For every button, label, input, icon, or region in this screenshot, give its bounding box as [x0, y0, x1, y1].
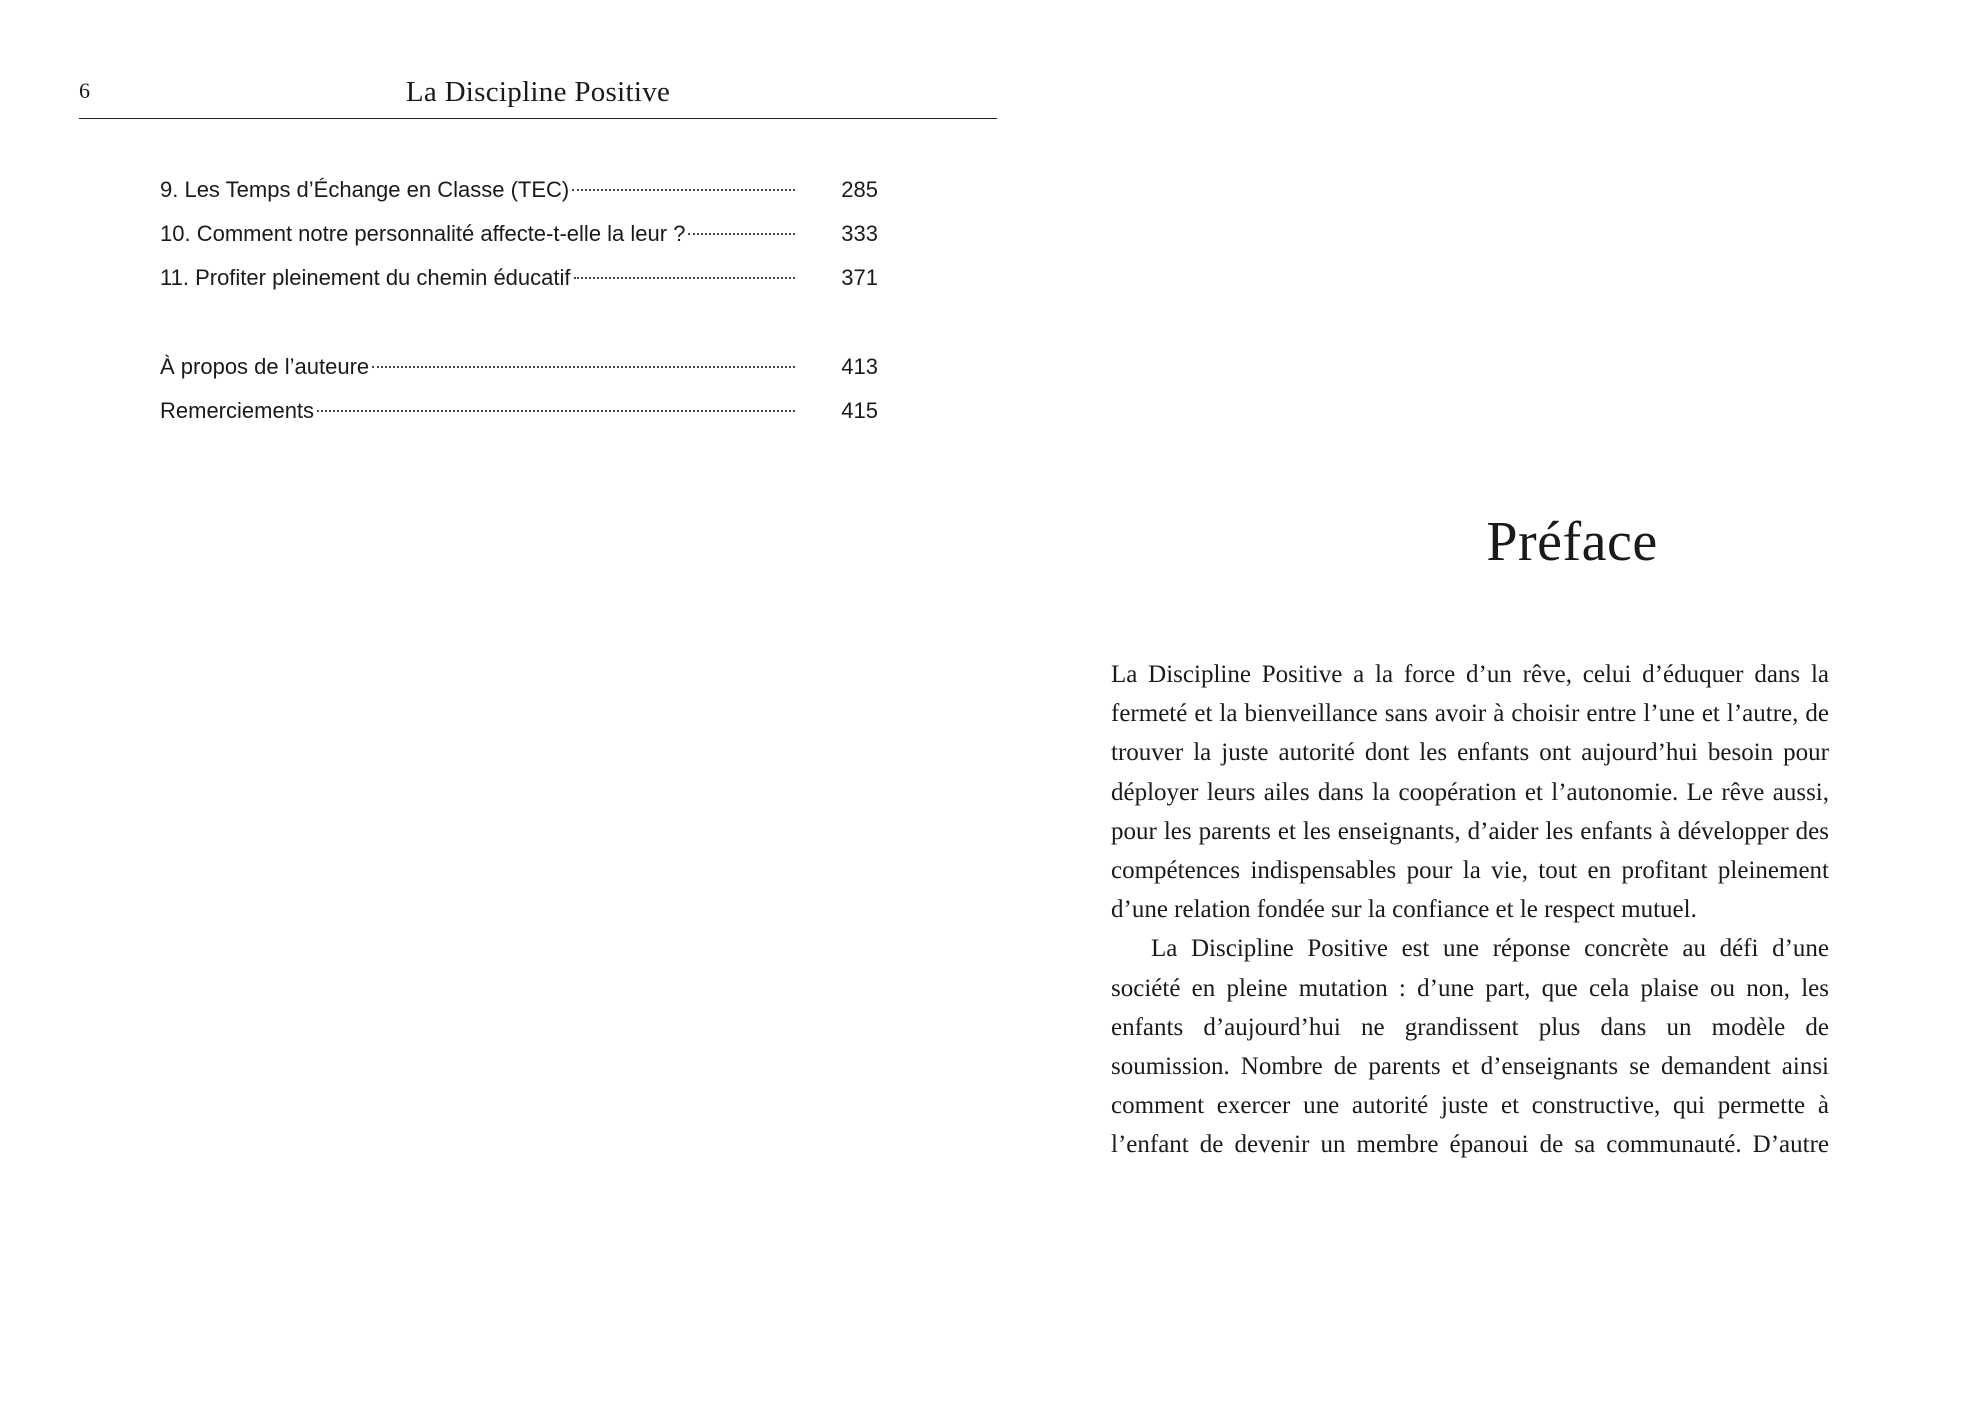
preface-body — [1111, 655, 1829, 1165]
dot-leader — [572, 187, 795, 191]
dot-leader — [317, 408, 795, 412]
preface-heading: Préface — [1486, 511, 1658, 573]
preface-paragraph: La Discipline Positive est une réponse concrète au défi d’une société en pleine mutation : d’une part, que cela plaise ou non, les enfants d’aujourd’hui ne grandissent plus dans un modèle de soumission. Nombre de parents et d’enseignants se demandent ainsi comment exercer une autorité juste et constructive, qui permette à l’enfant de devenir un membre épanoui de sa communauté. D’autre — [1111, 935, 1829, 1159]
toc-entry — [160, 256, 878, 300]
toc-entry-title: 11. Profiter pleinement du chemin éducatif — [160, 265, 571, 290]
running-title: La Discipline Positive — [405, 76, 671, 108]
toc-entry — [160, 168, 878, 212]
toc-entry — [160, 345, 878, 389]
toc-entry-page: 285 — [841, 177, 878, 202]
toc-entry-page: 413 — [841, 354, 878, 379]
toc-entry-title: À propos de l’auteure — [160, 354, 370, 379]
table-of-contents — [160, 168, 878, 433]
toc-entry-page: 415 — [841, 398, 878, 423]
toc-spacer — [160, 300, 878, 345]
toc-entry-title: 10. Comment notre personnalité affecte-t-elle la leur ? — [160, 221, 686, 246]
toc-entry-page: 333 — [841, 221, 878, 246]
dot-leader — [574, 275, 796, 279]
toc-entry-title: 9. Les Temps d’Échange en Classe (TEC) — [160, 177, 570, 202]
running-header — [79, 72, 997, 119]
right-page — [985, 0, 1969, 1402]
toc-entry-title: Remerciements — [160, 398, 315, 423]
dot-leader — [688, 231, 795, 235]
toc-entry-page: 371 — [841, 265, 878, 290]
dot-leader — [372, 364, 795, 368]
toc-entry — [160, 212, 878, 256]
preface-paragraph: La Discipline Positive a la force d’un rêve, celui d’éduquer dans la fermeté et la bienveillance sans avoir à choisir entre l’une et l’autre, de trouver la juste autorité dont les enfants ont aujourd’hui besoin pour déployer leurs ailes dans la coopération et l’autonomie. Le rêve aussi, pour les parents et les enseignants, d’aider les enfants à développer des compétences indispensables pour la vie, tout en profitant pleinement d’une relation fondée sur la confiance et le respect mutuel. — [1111, 661, 1829, 924]
page-number: 6 — [79, 78, 90, 103]
toc-entry — [160, 389, 878, 433]
